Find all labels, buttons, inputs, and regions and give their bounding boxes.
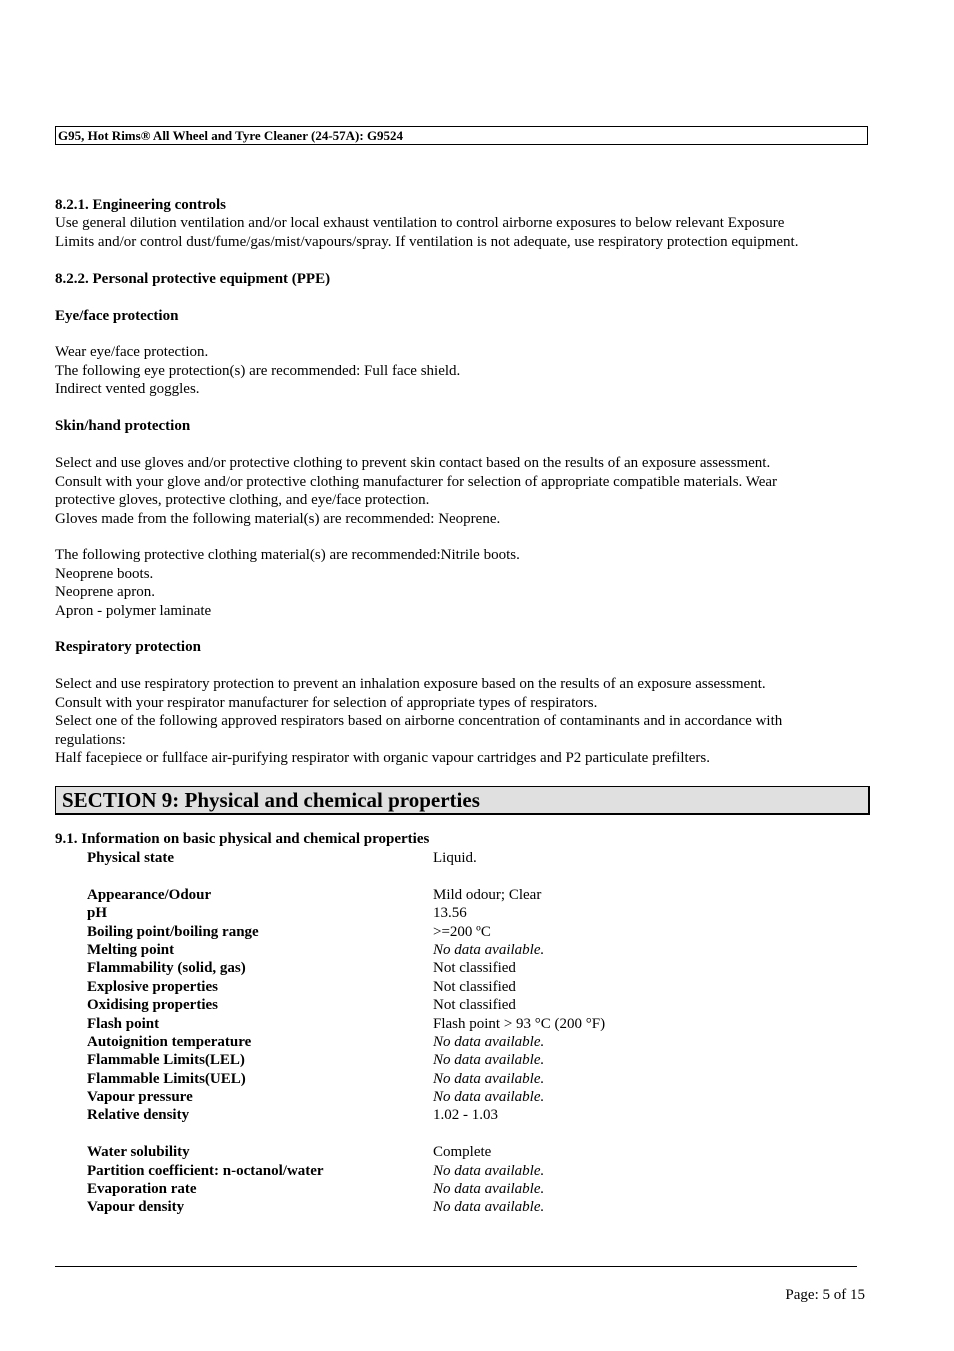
text-line: Gloves made from the following material(s) are recommended: Neoprene. xyxy=(55,510,501,527)
property-label: Melting point xyxy=(87,941,175,958)
property-row-partition-coefficient xyxy=(87,1162,787,1180)
text-line: regulations: xyxy=(55,731,126,748)
property-value: Not classified xyxy=(433,997,516,1014)
property-value: Not classified xyxy=(433,978,516,995)
footer-divider xyxy=(55,1266,857,1267)
property-row-explosive xyxy=(87,978,787,996)
property-value: >=200 ºC xyxy=(433,923,491,940)
property-value: No data available. xyxy=(433,1181,545,1198)
property-label: Flammable Limits(LEL) xyxy=(87,1052,245,1069)
property-row-water-solubility xyxy=(87,1143,787,1161)
property-value: No data available. xyxy=(433,1089,545,1106)
property-row-evaporation-rate xyxy=(87,1180,787,1198)
text-line: Wear eye/face protection. xyxy=(55,344,209,360)
text-line: Half facepiece or fullface air-purifying respirator with organic vapour cartridges and P2 particulate prefilters. xyxy=(55,750,710,766)
skin-heading: Skin/hand protection xyxy=(55,418,191,434)
property-value: 13.56 xyxy=(433,905,467,922)
property-label: Relative density xyxy=(87,1107,190,1124)
respiratory-text xyxy=(55,675,782,768)
ppe-heading: 8.2.2. Personal protective equipment (PPE) xyxy=(55,271,331,287)
property-row-flammability xyxy=(87,959,787,977)
property-row-vapour-density xyxy=(87,1198,787,1216)
property-value: 1.02 - 1.03 xyxy=(433,1107,498,1124)
property-row-appearance xyxy=(87,886,787,904)
text-line: Apron - polymer laminate xyxy=(55,602,212,619)
respiratory-heading: Respiratory protection xyxy=(55,639,201,655)
text-line: The following protective clothing material(s) are recommended:Nitrile boots. xyxy=(55,547,520,563)
text-line: Consult with your respirator manufacturer for selection of appropriate types of respirators. xyxy=(55,694,598,711)
property-label: Boiling point/boiling range xyxy=(87,923,259,940)
page-number: Page: 5 of 15 xyxy=(785,1287,865,1303)
property-value: Not classified xyxy=(433,960,516,977)
property-label: Appearance/Odour xyxy=(87,886,212,903)
property-value: No data available. xyxy=(433,1052,545,1069)
property-label: Partition coefficient: n-octanol/water xyxy=(87,1162,324,1179)
text-line: Use general dilution ventilation and/or local exhaust ventilation to control airborne exposures to below relevant Exposure xyxy=(55,215,785,231)
property-label: Autoignition temperature xyxy=(87,1033,252,1050)
text-line: Indirect vented goggles. xyxy=(55,381,200,397)
property-label: Flammable Limits(UEL) xyxy=(87,1070,246,1087)
text-line: protective gloves, protective clothing, and eye/face protection. xyxy=(55,492,430,508)
text-line: Neoprene apron. xyxy=(55,584,155,600)
property-value: Liquid. xyxy=(433,850,477,866)
text-line: Select one of the following approved respirators based on airborne concentration of contaminants and in accordance with xyxy=(55,713,783,729)
text-line: Select and use respiratory protection to prevent an inhalation exposure based on the results of an exposure assessment. xyxy=(55,676,766,692)
eye-heading: Eye/face protection xyxy=(55,308,179,324)
property-value: Flash point > 93 °C (200 °F) xyxy=(433,1015,606,1032)
property-row-lel xyxy=(87,1051,787,1069)
property-row-relative-density xyxy=(87,1106,787,1124)
property-value: Mild odour; Clear xyxy=(433,886,542,903)
engineering-text xyxy=(55,214,798,251)
section-9-subheading: 9.1. Information on basic physical and chemical properties xyxy=(55,831,430,847)
text-line: Limits and/or control dust/fume/gas/mist/vapours/spray. If ventilation is not adequate, use respiratory protection equipment. xyxy=(55,233,799,250)
section-9-title: SECTION 9: Physical and chemical properties xyxy=(55,786,870,815)
property-row-oxidising xyxy=(87,996,787,1014)
property-label: Explosive properties xyxy=(87,978,218,995)
text-line: Neoprene boots. xyxy=(55,565,154,582)
property-row-uel xyxy=(87,1070,787,1088)
property-row-boiling-point xyxy=(87,923,787,941)
property-value: No data available. xyxy=(433,1070,545,1087)
text-line: The following eye protection(s) are recommended: Full face shield. xyxy=(55,362,461,379)
property-label: Vapour density xyxy=(87,1199,185,1216)
skin-text xyxy=(55,454,777,528)
engineering-heading: 8.2.1. Engineering controls xyxy=(55,197,226,213)
text-line: Select and use gloves and/or protective clothing to prevent skin contact based on the results of an exposure assessment. xyxy=(55,455,771,471)
eye-text xyxy=(55,343,460,399)
property-value: No data available. xyxy=(433,1162,545,1179)
property-value: Complete xyxy=(433,1144,492,1161)
text-line: Consult with your glove and/or protective clothing manufacturer for selection of appropriate compatible materials. Wear xyxy=(55,473,778,490)
properties-table xyxy=(87,849,787,1217)
property-label: Physical state xyxy=(87,850,175,866)
property-label: Flash point xyxy=(87,1015,160,1032)
property-label: pH xyxy=(87,905,108,922)
property-value: No data available. xyxy=(433,1199,545,1216)
property-value: No data available. xyxy=(433,1033,545,1050)
property-label: Evaporation rate xyxy=(87,1181,197,1198)
property-label: Oxidising properties xyxy=(87,997,218,1014)
property-row-autoignition xyxy=(87,1033,787,1051)
document-header: G95, Hot Rims® All Wheel and Tyre Cleaner (24-57A): G9524 xyxy=(55,126,868,145)
property-row-physical-state xyxy=(87,849,787,867)
property-row-flash-point xyxy=(87,1015,787,1033)
property-value: No data available. xyxy=(433,941,545,958)
property-row-vapour-pressure xyxy=(87,1088,787,1106)
property-label: Vapour pressure xyxy=(87,1089,193,1106)
property-row-ph xyxy=(87,904,787,922)
clothing-text xyxy=(55,546,520,620)
property-row-melting-point xyxy=(87,941,787,959)
property-label: Flammability (solid, gas) xyxy=(87,960,246,977)
property-label: Water solubility xyxy=(87,1144,190,1161)
